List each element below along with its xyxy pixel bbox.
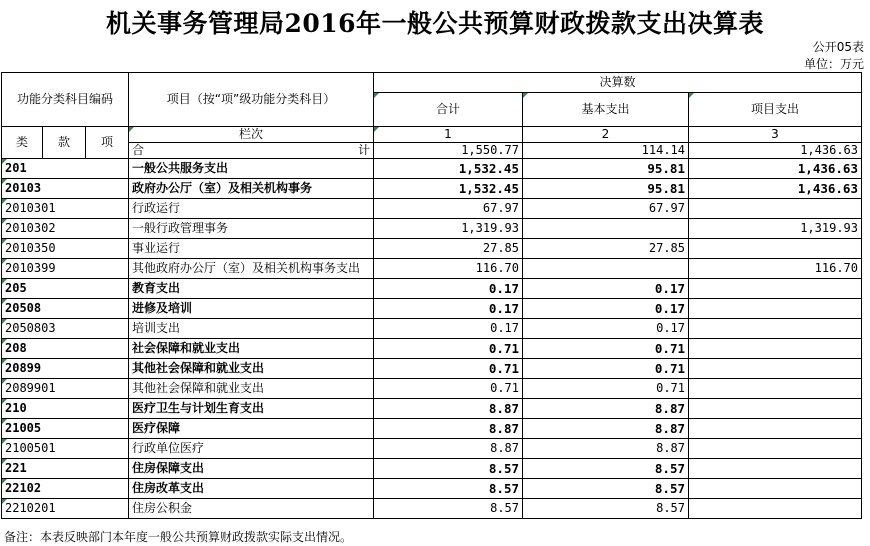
row-total: 0.71: [374, 339, 523, 359]
row-name: 医疗保障: [129, 419, 374, 439]
row-total: 0.71: [374, 359, 523, 379]
row-project: 1,319.93: [689, 219, 862, 239]
table-row: [2, 259, 862, 279]
row-name: 住房保障支出: [129, 459, 374, 479]
row-basic: 8.87: [523, 439, 689, 459]
row-name: 行政运行: [129, 199, 374, 219]
row-code: 2089901: [2, 379, 129, 399]
row-code: 22102: [2, 479, 129, 499]
row-name: 培训支出: [129, 319, 374, 339]
row-basic: [523, 219, 689, 239]
row-name: 其他社会保障和就业支出: [129, 379, 374, 399]
row-total: 8.87: [374, 439, 523, 459]
row-project: [689, 379, 862, 399]
row-code: 20899: [2, 359, 129, 379]
row-project: [689, 319, 862, 339]
item-name-header: 项目（按“项”级功能分类科目）: [129, 73, 374, 127]
table-row: [2, 159, 862, 179]
table-row: [2, 219, 862, 239]
table-row: [2, 279, 862, 299]
row-name: 一般公共服务支出: [129, 159, 374, 179]
expenditure-table: [1, 72, 862, 519]
table-row: [2, 179, 862, 199]
total-header: 合计: [374, 93, 523, 127]
col-no-2: 2: [523, 127, 689, 143]
row-total: 0.17: [374, 299, 523, 319]
row-name: 政府办公厅（室）及相关机构事务: [129, 179, 374, 199]
row-code: 2010350: [2, 239, 129, 259]
lei-header: 类: [2, 127, 43, 159]
func-code-header: 功能分类科目编码: [2, 73, 129, 127]
xiang-header: 项: [86, 127, 129, 159]
row-code: 2210201: [2, 499, 129, 519]
row-total: 8.57: [374, 459, 523, 479]
row-project: [689, 199, 862, 219]
row-basic: 0.17: [523, 319, 689, 339]
row-total: 0.71: [374, 379, 523, 399]
grand-total-label-left: 合: [132, 143, 145, 157]
form-number: 公开05表: [812, 40, 864, 54]
table-row: [2, 339, 862, 359]
row-total: 1,319.93: [374, 219, 523, 239]
row-project: [689, 419, 862, 439]
row-name: 其他政府办公厅（室）及相关机构事务支出: [129, 259, 374, 279]
row-name: 医疗卫生与计划生育支出: [129, 399, 374, 419]
grand-total-basic: 114.14: [523, 143, 689, 159]
kuan-header: 款: [43, 127, 86, 159]
table-row: [2, 199, 862, 219]
row-code: 2010301: [2, 199, 129, 219]
table-row: [2, 459, 862, 479]
row-basic: 0.71: [523, 379, 689, 399]
row-total: 0.17: [374, 319, 523, 339]
row-name: 行政单位医疗: [129, 439, 374, 459]
row-basic: 0.71: [523, 359, 689, 379]
table-row: [2, 299, 862, 319]
row-basic: 8.57: [523, 459, 689, 479]
row-code: 20103: [2, 179, 129, 199]
page-title: 机关事务管理局2016年一般公共预算财政拨款支出决算表: [105, 9, 765, 38]
row-name: 一般行政管理事务: [129, 219, 374, 239]
row-code: 20508: [2, 299, 129, 319]
row-code: 2010302: [2, 219, 129, 239]
table-row: [2, 379, 862, 399]
footer-note: 备注：本表反映部门本年度一般公共预算财政拨款实际支出情况。: [4, 530, 353, 544]
row-code: 205: [2, 279, 129, 299]
row-project: [689, 459, 862, 479]
final-accounts-header: 决算数: [374, 73, 862, 93]
row-basic: 8.87: [523, 399, 689, 419]
row-code: 208: [2, 339, 129, 359]
row-project: [689, 439, 862, 459]
row-name: 进修及培训: [129, 299, 374, 319]
row-basic: 8.57: [523, 479, 689, 499]
row-name: 教育支出: [129, 279, 374, 299]
row-total: 8.57: [374, 479, 523, 499]
row-project: 116.70: [689, 259, 862, 279]
table-row: [2, 439, 862, 459]
header-row-3: [2, 127, 862, 143]
table-row: [2, 239, 862, 259]
grand-total-total: 1,550.77: [374, 143, 523, 159]
row-total: 8.87: [374, 399, 523, 419]
row-total: 0.17: [374, 279, 523, 299]
row-basic: 95.81: [523, 159, 689, 179]
grand-total-label-right: 计: [357, 143, 370, 157]
row-code: 2050803: [2, 319, 129, 339]
row-total: 8.87: [374, 419, 523, 439]
row-name: 住房公积金: [129, 499, 374, 519]
row-project: [689, 399, 862, 419]
row-project: [689, 479, 862, 499]
row-project: 1,436.63: [689, 159, 862, 179]
basic-header: 基本支出: [523, 93, 689, 127]
row-total: 116.70: [374, 259, 523, 279]
row-basic: 67.97: [523, 199, 689, 219]
project-header: 项目支出: [689, 93, 862, 127]
grand-total-row: [2, 143, 862, 159]
row-total: 1,532.45: [374, 159, 523, 179]
table-row: [2, 399, 862, 419]
row-basic: 0.71: [523, 339, 689, 359]
row-code: 21005: [2, 419, 129, 439]
row-project: [689, 279, 862, 299]
table-row: [2, 319, 862, 339]
row-basic: 0.17: [523, 299, 689, 319]
row-code: 2010399: [2, 259, 129, 279]
unit-label: 单位：万元: [803, 57, 864, 71]
row-basic: 8.57: [523, 499, 689, 519]
row-basic: 0.17: [523, 279, 689, 299]
row-name: 其他社会保障和就业支出: [129, 359, 374, 379]
col-no-3: 3: [689, 127, 862, 143]
row-basic: 27.85: [523, 239, 689, 259]
row-basic: [523, 259, 689, 279]
row-total: 67.97: [374, 199, 523, 219]
row-code: 210: [2, 399, 129, 419]
header-row-1: [2, 73, 862, 93]
row-project: [689, 339, 862, 359]
row-project: 1,436.63: [689, 179, 862, 199]
row-code: 221: [2, 459, 129, 479]
row-total: 1,532.45: [374, 179, 523, 199]
row-name: 社会保障和就业支出: [129, 339, 374, 359]
row-project: [689, 299, 862, 319]
row-name: 住房改革支出: [129, 479, 374, 499]
grand-total-project: 1,436.63: [689, 143, 862, 159]
row-project: [689, 359, 862, 379]
col-no-1: 1: [374, 127, 523, 143]
grand-total-label: [129, 143, 374, 159]
column-no-label: 栏次: [129, 127, 374, 143]
row-code: 2100501: [2, 439, 129, 459]
table-row: [2, 499, 862, 519]
row-total: 8.57: [374, 499, 523, 519]
row-basic: 95.81: [523, 179, 689, 199]
table-row: [2, 419, 862, 439]
row-total: 27.85: [374, 239, 523, 259]
row-project: [689, 499, 862, 519]
row-code: 201: [2, 159, 129, 179]
row-project: [689, 239, 862, 259]
row-basic: 8.87: [523, 419, 689, 439]
row-name: 事业运行: [129, 239, 374, 259]
table-row: [2, 479, 862, 499]
data-rows: [2, 159, 862, 519]
table-row: [2, 359, 862, 379]
